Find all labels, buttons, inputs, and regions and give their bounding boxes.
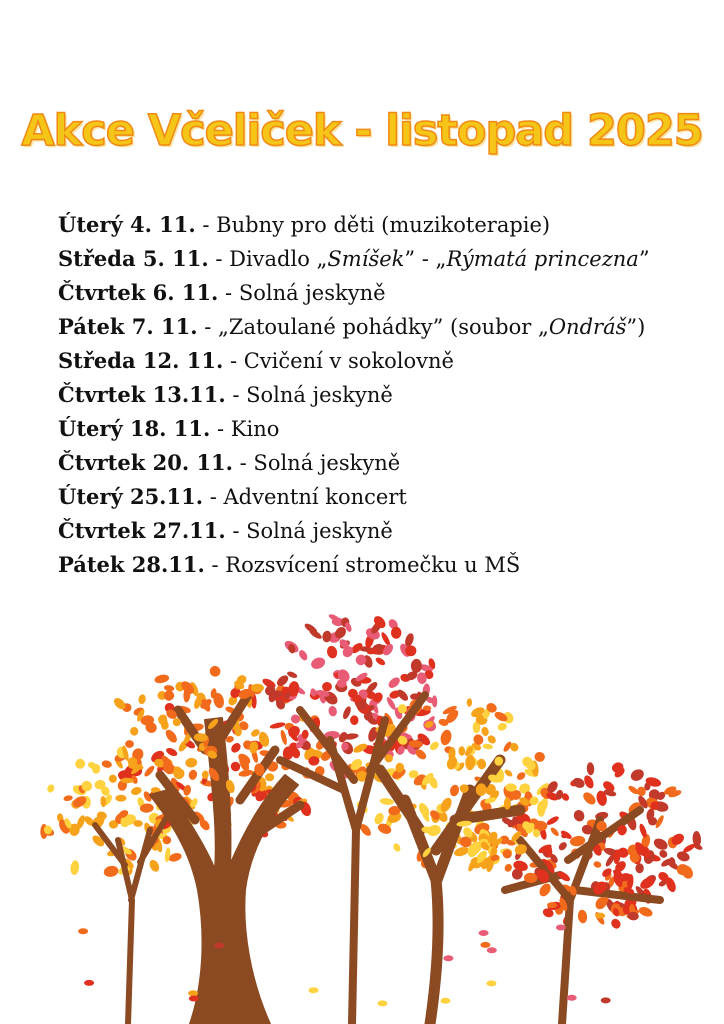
leaf [322,682,332,691]
event-item [58,548,650,582]
leaf [387,675,402,690]
leaf [572,808,586,823]
event-text-italic: Ondráš [548,315,627,339]
leaf [350,715,359,725]
falling-leaf [547,902,557,908]
leaf [379,797,394,805]
event-date: Čtvrtek 20. 11. [58,450,233,475]
leaf [652,836,670,852]
event-date: Úterý 4. 11. [58,212,196,237]
event-list [58,208,650,582]
event-item [58,514,650,548]
leaf [374,656,386,667]
event-text: ” - „ [404,247,447,271]
leaf [63,795,73,802]
leaf [108,774,117,783]
leaf [165,746,179,757]
leaf [439,729,453,747]
leaf [251,684,264,692]
event-text: - Solná jeskyně [218,281,386,305]
leaf [557,841,568,852]
event-date: Pátek 7. 11. [58,314,198,339]
leaf [417,801,432,818]
leaf [269,721,286,729]
falling-leaf [595,913,605,919]
leaf [130,727,138,736]
event-item [58,412,650,446]
falling-leaf [441,998,451,1004]
leaf [637,905,653,918]
falling-leaf [556,925,566,931]
falling-leaf [601,997,611,1003]
page-title: Akce Včeliček - listopad 2025 [21,106,703,156]
leaf [101,759,113,768]
leaf [582,774,595,790]
leaf [130,786,143,797]
leaf [373,811,386,825]
falling-leaf [309,987,319,993]
leaf [609,917,622,930]
event-text: - Divadlo „ [208,247,328,271]
leaf [337,679,347,688]
leaf [70,860,80,876]
leaf [411,659,422,673]
event-text: - Adventní koncert [203,485,407,509]
falling-leaf [486,980,496,986]
leaf [497,722,509,733]
leaf [265,773,274,781]
leaf [185,757,198,768]
leaf [546,815,561,827]
falling-leaf [188,990,198,996]
falling-leaf [214,943,224,949]
event-item [58,276,650,310]
event-text: - Rozsvícení stromečku u MŠ [204,553,521,577]
leaf [480,726,489,737]
event-item [58,208,650,242]
leaf [482,743,493,750]
event-date: Čtvrtek 27.11. [58,518,226,543]
event-text: - Solná jeskyně [225,519,393,543]
event-date: Středa 12. 11. [58,348,224,373]
event-text: - Bubny pro děti (muzikoterapie) [195,213,551,237]
leaf [103,864,120,878]
leaf [571,776,586,790]
leaf [458,746,465,756]
event-date: Úterý 25.11. [58,484,204,509]
event-item [58,310,650,344]
event-text-italic: Smíšek [327,247,405,271]
leaf [486,734,497,745]
leaf [581,790,598,807]
autumn-trees-illustration [0,600,724,1024]
event-date: Čtvrtek 6. 11. [58,280,219,305]
falling-leaf [84,980,94,986]
leaf [125,740,134,748]
leaf [503,863,513,873]
leaf [432,695,438,707]
falling-leaf [189,996,199,1002]
leaf [188,769,198,781]
leaf [46,783,55,793]
event-text: - „Zatoulané pohádky” (soubor „ [197,315,549,339]
event-item [58,242,650,276]
leaf [467,698,472,707]
event-date: Čtvrtek 13.11. [58,382,226,407]
leaf [208,664,223,679]
leaf [503,768,513,778]
leaf [449,784,460,797]
event-item [58,378,650,412]
event-item [58,446,650,480]
leaf [327,705,337,717]
leaf [100,796,106,808]
event-item [58,480,650,514]
falling-leaf [479,930,489,936]
leaf [465,754,476,770]
leaf [560,829,573,840]
event-date: Středa 5. 11. [58,246,209,271]
leaf [115,795,126,802]
leaf [593,860,603,869]
event-text: ”) [626,315,646,339]
event-date: Pátek 28.11. [58,552,205,577]
leaf [163,690,174,701]
leaf [163,728,179,745]
event-text: - Kino [210,417,280,441]
falling-leaf [567,995,577,1001]
leaf [143,764,156,778]
leaf [549,826,560,837]
event-date: Úterý 18. 11. [58,416,211,441]
leaf [138,694,147,705]
falling-leaf [480,942,490,948]
falling-leaf [443,955,453,961]
leaf [73,757,86,771]
leaf [577,909,588,924]
leaf [586,762,594,775]
falling-leaf [378,1000,388,1006]
leaf [148,858,162,873]
leaf [154,673,170,684]
leaf [229,741,242,754]
leaf [635,863,644,873]
event-text: - Cvičení v sokolovně [223,349,454,373]
event-text: - Solná jeskyně [225,383,393,407]
falling-leaf [487,947,497,953]
event-text-italic: Rýmatá princezna [446,247,639,271]
leaf [297,649,309,662]
leaf [326,645,339,660]
event-text: ” [638,247,650,271]
tree-trunks [95,695,660,1024]
leaf [537,801,545,817]
leaf [476,758,487,770]
leaf [428,740,440,752]
falling-leaf [78,928,88,934]
leaf [676,850,692,863]
event-text: - Solná jeskyně [232,451,401,475]
leaf [309,655,326,671]
leaf [392,842,402,853]
event-item [58,344,650,378]
leaf [279,729,288,745]
leaf [629,767,646,783]
